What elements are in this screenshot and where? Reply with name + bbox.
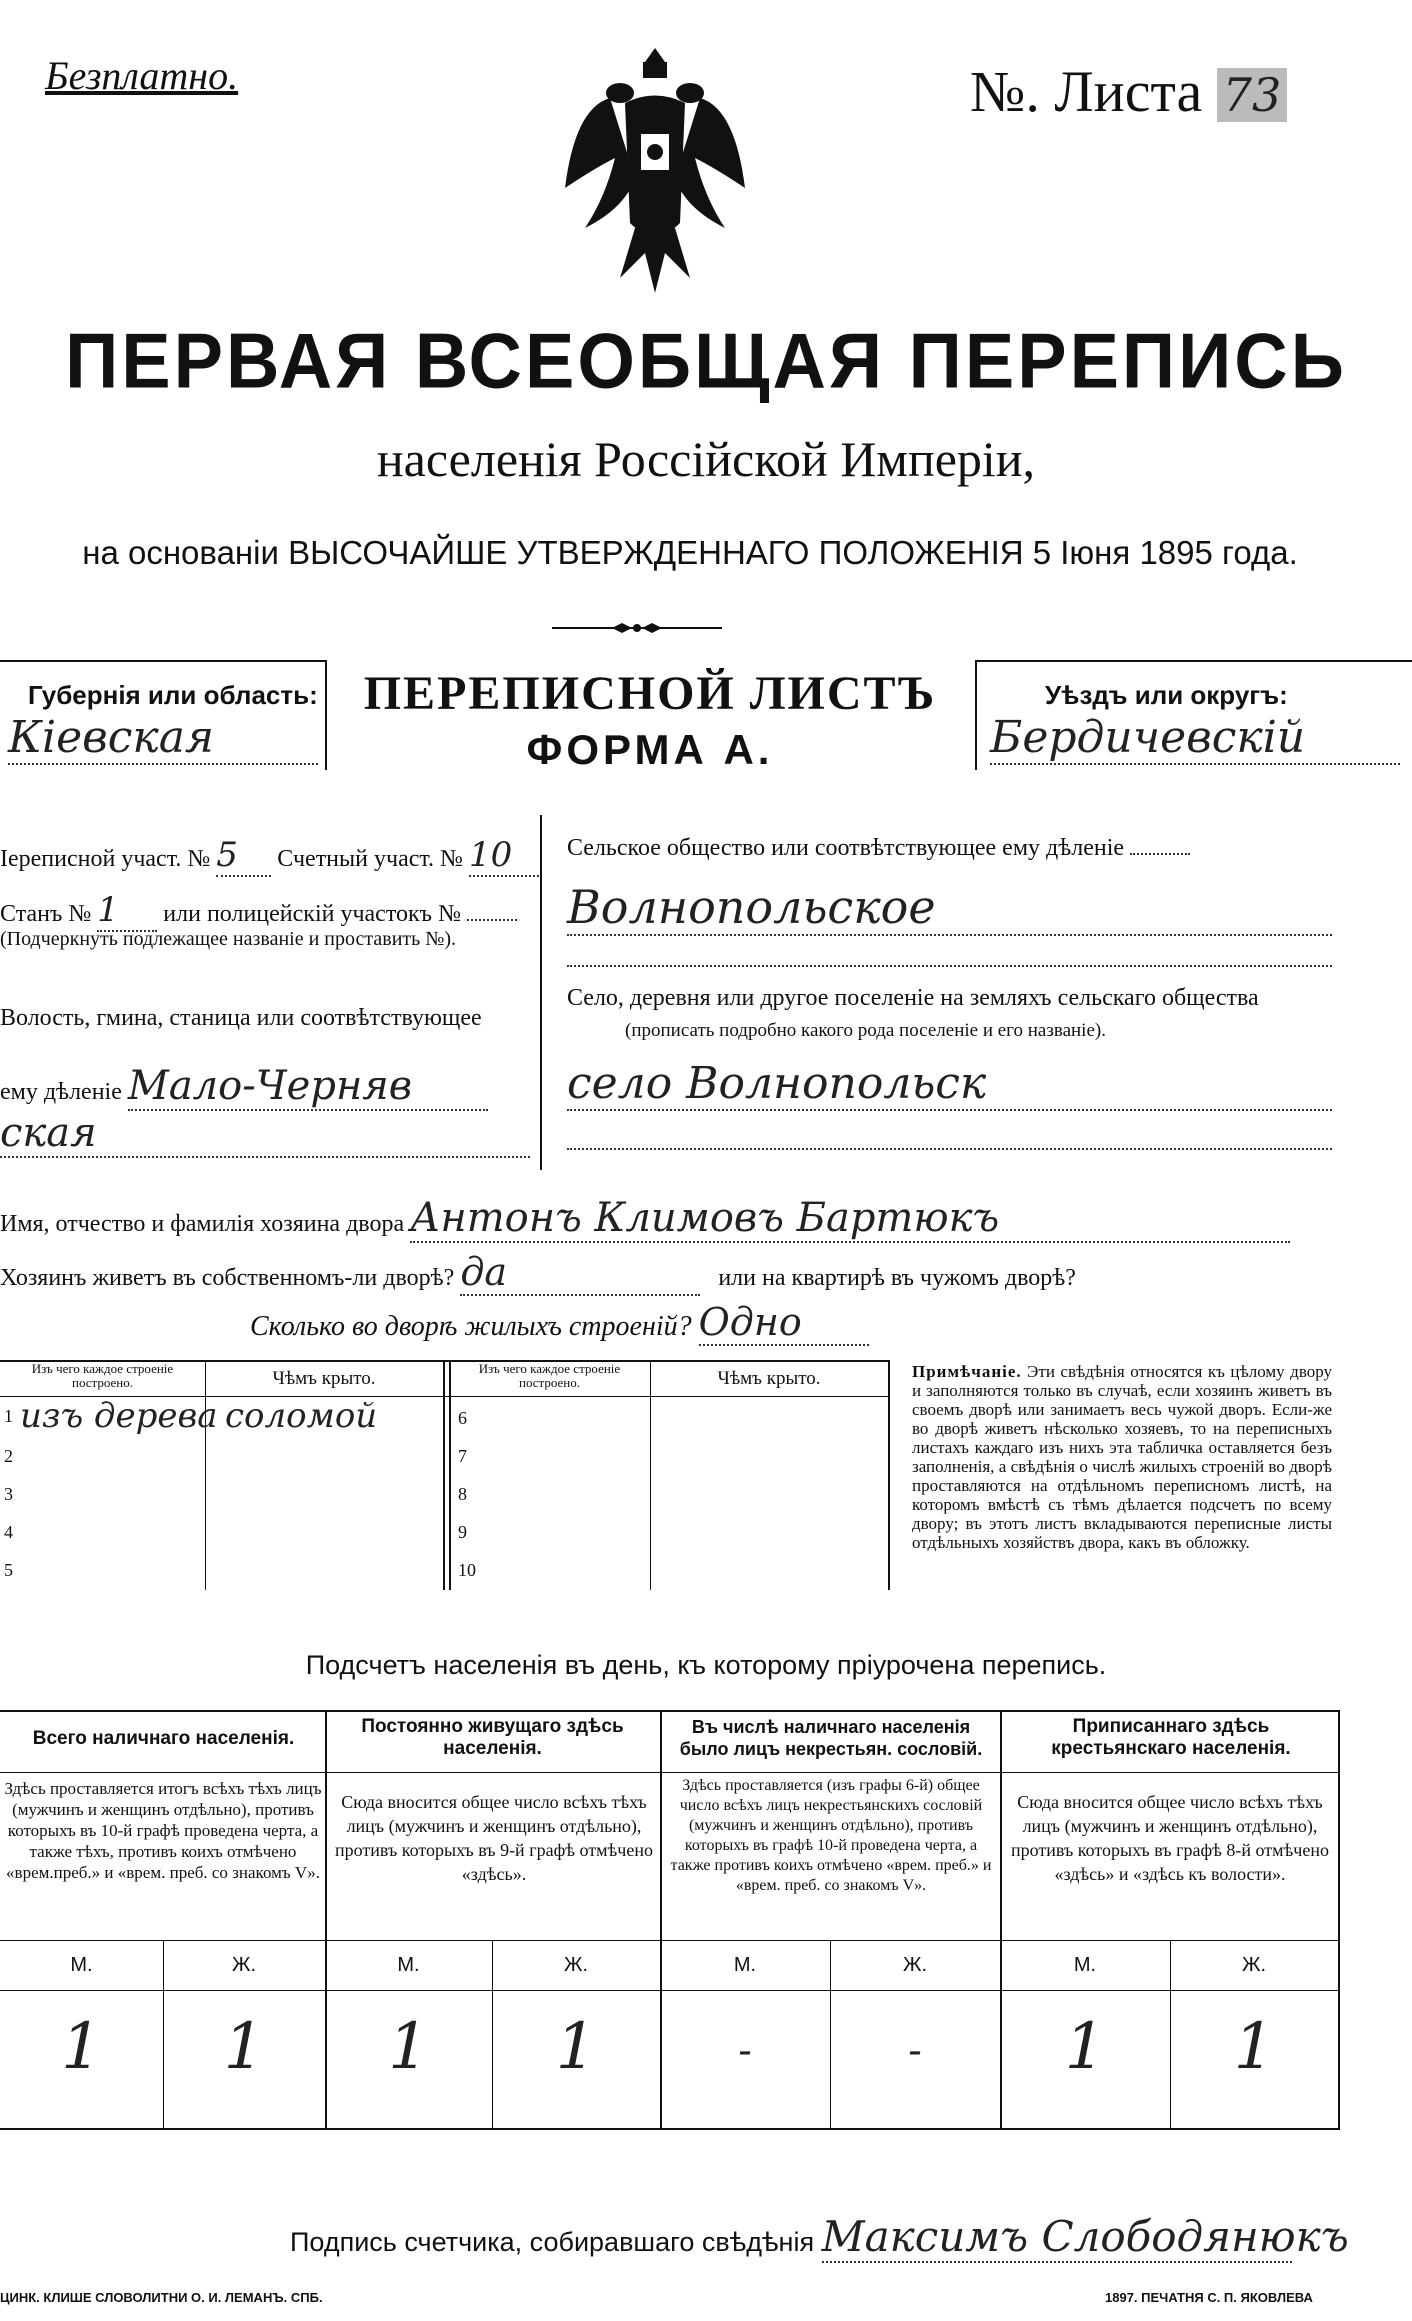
count-col-4-desc: Сюда вносится общее число всѣхъ тѣхъ лицъ (мужчинъ и женщинъ отдѣльно), противъ которыхъ въ графѣ 8-й отмѣчено «здѣсь» и «здѣсь къ волости».	[1011, 1792, 1329, 1884]
stan-value: 1	[97, 890, 157, 932]
double-headed-eagle-icon	[555, 48, 755, 298]
form-title: ФОРМА А.	[526, 726, 774, 773]
sheet-number	[970, 58, 1287, 125]
count-col-2-header: Постоянно живущаго здѣсь населенія.	[361, 1716, 624, 1759]
count-col-1-header: Всего наличнаго населенія.	[32, 1728, 295, 1749]
sub-title: населенія Россійской Имперіи,	[376, 431, 1036, 487]
building-row-7: 7	[458, 1446, 467, 1466]
note-block	[912, 1362, 1332, 1552]
village-value: село Волнопольск	[567, 1058, 1332, 1111]
sheet-number-label: №. Листа	[970, 59, 1203, 124]
building-row-4: 4	[4, 1522, 13, 1542]
stan-row: Станъ № 1 или полицейскій участокъ №	[0, 890, 517, 932]
ornament-divider	[552, 620, 722, 634]
province-label: Губернія или область:	[28, 680, 318, 710]
count-col-3-m-value: -	[738, 2028, 752, 2074]
own-yard-value: да	[460, 1250, 700, 1296]
count-col-2-m-label: М.	[397, 1954, 420, 1976]
note-text: Эти свѣдѣнія относятся къ цѣлому двору и заполняются только въ случаѣ, если хозяинъ живетъ въ своемъ дворѣ или занимаетъ весь чужой дворъ. Если-же во дворѣ живетъ нѣсколько хозяевъ, то на переписныхъ листахъ каждаго изъ нихъ эта табличка оставляется безъ заполненія, а свѣдѣнія о числѣ жилыхъ строеній во дворѣ проставляются на отдѣльномъ переписномъ листѣ, на которомъ вмѣстѣ съ тѣмъ дѣлается подсчетъ по всему двору; въ этотъ листъ вкладываются переписные листы отдѣльныхъ хозяйствъ двора, какъ въ обложку.	[912, 1362, 1333, 1552]
count-col-3-m-label: М.	[733, 1954, 757, 1976]
buildings-row: Сколько во дворѣ жилыхъ строеній? Одно	[250, 1300, 869, 1346]
community-value: Волнопольское	[567, 880, 1332, 936]
building-row-9: 9	[458, 1522, 467, 1542]
count-col-2-f-label: Ж.	[563, 1954, 589, 1976]
count-col-3-header: Въ числѣ наличнаго населенія было лицъ некрестьян. сословій.	[679, 1717, 983, 1759]
sheet-title: ПЕРЕПИСНОЙ ЛИСТЪ	[363, 667, 937, 720]
count-col-2-m-value: 1	[388, 2010, 429, 2084]
building-1-material: изъ дерева	[20, 1396, 218, 1436]
district-value: Бердичевскій	[990, 712, 1400, 765]
count-col-1-m-label: М.	[70, 1954, 93, 1976]
footer-right: 1897. ПЕЧАТНЯ С. П. ЯКОВЛЕВА	[1105, 2290, 1313, 2305]
count-col-2-f-value: 1	[555, 2010, 597, 2084]
census-district-value: 5	[216, 835, 271, 877]
community-row: Сельское общество или соотвѣтствующее ему дѣленіе	[567, 835, 1190, 862]
main-title: ПЕРВАЯ ВСЕОБЩАЯ ПЕРЕПИСЬ	[65, 316, 1347, 405]
sheet-number-value: 73	[1217, 68, 1288, 122]
volost-value-continued: ская	[0, 1110, 530, 1158]
province-value: Кіевская	[8, 712, 318, 765]
free-label: Безплатно.	[45, 53, 239, 98]
census-district-row: Іереписной участ. № 5 Счетный участ. № 10	[0, 835, 539, 877]
material-header-right: Изъ чего каждое строеніе построено.	[478, 1361, 621, 1390]
count-col-3-f-label: Ж.	[902, 1954, 928, 1976]
basis-line: на основаніи ВЫСОЧАЙШЕ УТВЕРЖДЕННАГО ПОЛОЖЕНІЯ 5 Іюня 1895 года.	[82, 534, 1298, 571]
owner-name-row: Имя, отчество и фамилія хозяина двора Антонъ Климовъ Бартюкъ	[0, 1195, 1290, 1243]
count-col-4-f-label: Ж.	[1241, 1954, 1267, 1976]
count-col-2-desc: Сюда вносится общее число всѣхъ тѣхъ лицъ (мужчинъ и женщинъ отдѣльно), противъ которыхъ въ 9-й графѣ отмѣчено «здѣсь».	[335, 1792, 653, 1884]
signature-label: Подпись счетчика, собиравшаго свѣдѣнія	[290, 2227, 815, 2257]
count-col-4-m-value: 1	[1064, 2010, 1106, 2084]
volost-label: Волость, гмина, станица или соотвѣтствующее	[0, 1005, 482, 1031]
note-heading: Примѣчаніе.	[912, 1362, 1022, 1381]
volost-value: Мало-Черняв	[128, 1063, 488, 1111]
building-row-10: 10	[458, 1560, 476, 1580]
count-col-1-f-value: 1	[223, 2010, 265, 2084]
count-col-3-desc: Здѣсь проставляется (изъ графы 6-й) общее число всѣхъ лицъ некрестьянскихъ сословій (мужчинъ и женщинъ отдѣльно), противъ которыхъ въ графѣ 10-й проведена черта, а также противъ коихъ отмѣчено «врем. преб.» и «врем. преб. со знакомъ V».	[670, 1777, 992, 1894]
signature-row	[290, 2212, 1349, 2263]
volost-row: ему дѣленіе Мало-Черняв	[0, 1063, 488, 1111]
count-col-1-m-value: 1	[61, 2010, 102, 2084]
building-row-8: 8	[458, 1484, 467, 1504]
material-header-left: Изъ чего каждое строеніе построено.	[31, 1361, 174, 1390]
building-1-roof: соломой	[225, 1396, 378, 1436]
building-row-2: 2	[4, 1446, 13, 1466]
count-table	[0, 1710, 1340, 2130]
roof-header-right: Чѣмъ крыто.	[717, 1368, 821, 1389]
footer-left: ЦИНК. КЛИШЕ СЛОВОЛИТНИ О. И. ЛЕМАНЪ. СПБ.	[0, 2290, 323, 2305]
owner-name-value: Антонъ Климовъ Бартюкъ	[410, 1195, 1290, 1243]
building-row-3: 3	[4, 1484, 13, 1504]
village-note: (прописать подробно какого рода поселеніе и его названіе).	[625, 1020, 1106, 1041]
count-col-3-f-value: -	[908, 2028, 922, 2074]
signature-value: Максимъ Слободянюкъ	[821, 2212, 1349, 2261]
buildings-value: Одно	[699, 1300, 869, 1346]
underline-note: (Подчеркнуть подлежащее названіе и проставить №).	[0, 928, 456, 950]
count-col-4-f-value: 1	[1233, 2010, 1275, 2084]
own-yard-row: Хозяинъ живетъ въ собственномъ-ли дворѣ? да или на квартирѣ въ чужомъ дворѣ?	[0, 1250, 1076, 1294]
count-district-value: 10	[469, 835, 539, 877]
roof-header-left: Чѣмъ крыто.	[272, 1368, 376, 1389]
count-col-1-desc: Здѣсь проставляется итогъ всѣхъ тѣхъ лицъ (мужчинъ и женщинъ отдѣльно), противъ которыхъ въ 10-й графѣ проведена черта, а также тѣхъ, противъ коихъ отмѣчено «врем.преб.» и «врем. преб. со знакомъ V».	[4, 1779, 322, 1882]
count-col-1-f-label: Ж.	[231, 1954, 257, 1976]
count-col-4-m-label: М.	[1073, 1954, 1097, 1976]
count-col-4-header: Приписаннаго здѣсь крестьянскаго населенія.	[1051, 1716, 1291, 1759]
district-label: Уѣздъ или округъ:	[1045, 680, 1288, 710]
village-label: Село, деревня или другое поселеніе на земляхъ сельскаго общества	[567, 985, 1259, 1011]
building-row-6: 6	[458, 1408, 467, 1428]
buildings-table: Изъ чего каждое строеніе построено. Чѣмъ крыто. Изъ чего каждое строеніе построено. Чѣмъ крыто. 1 изъ дерева соломой 2 3 4 5 6 7 8 9 10	[0, 1360, 890, 1590]
count-title: Подсчетъ населенія въ день, къ которому пріурочена перепись.	[305, 1650, 1107, 1680]
building-row-5: 5	[4, 1560, 13, 1580]
